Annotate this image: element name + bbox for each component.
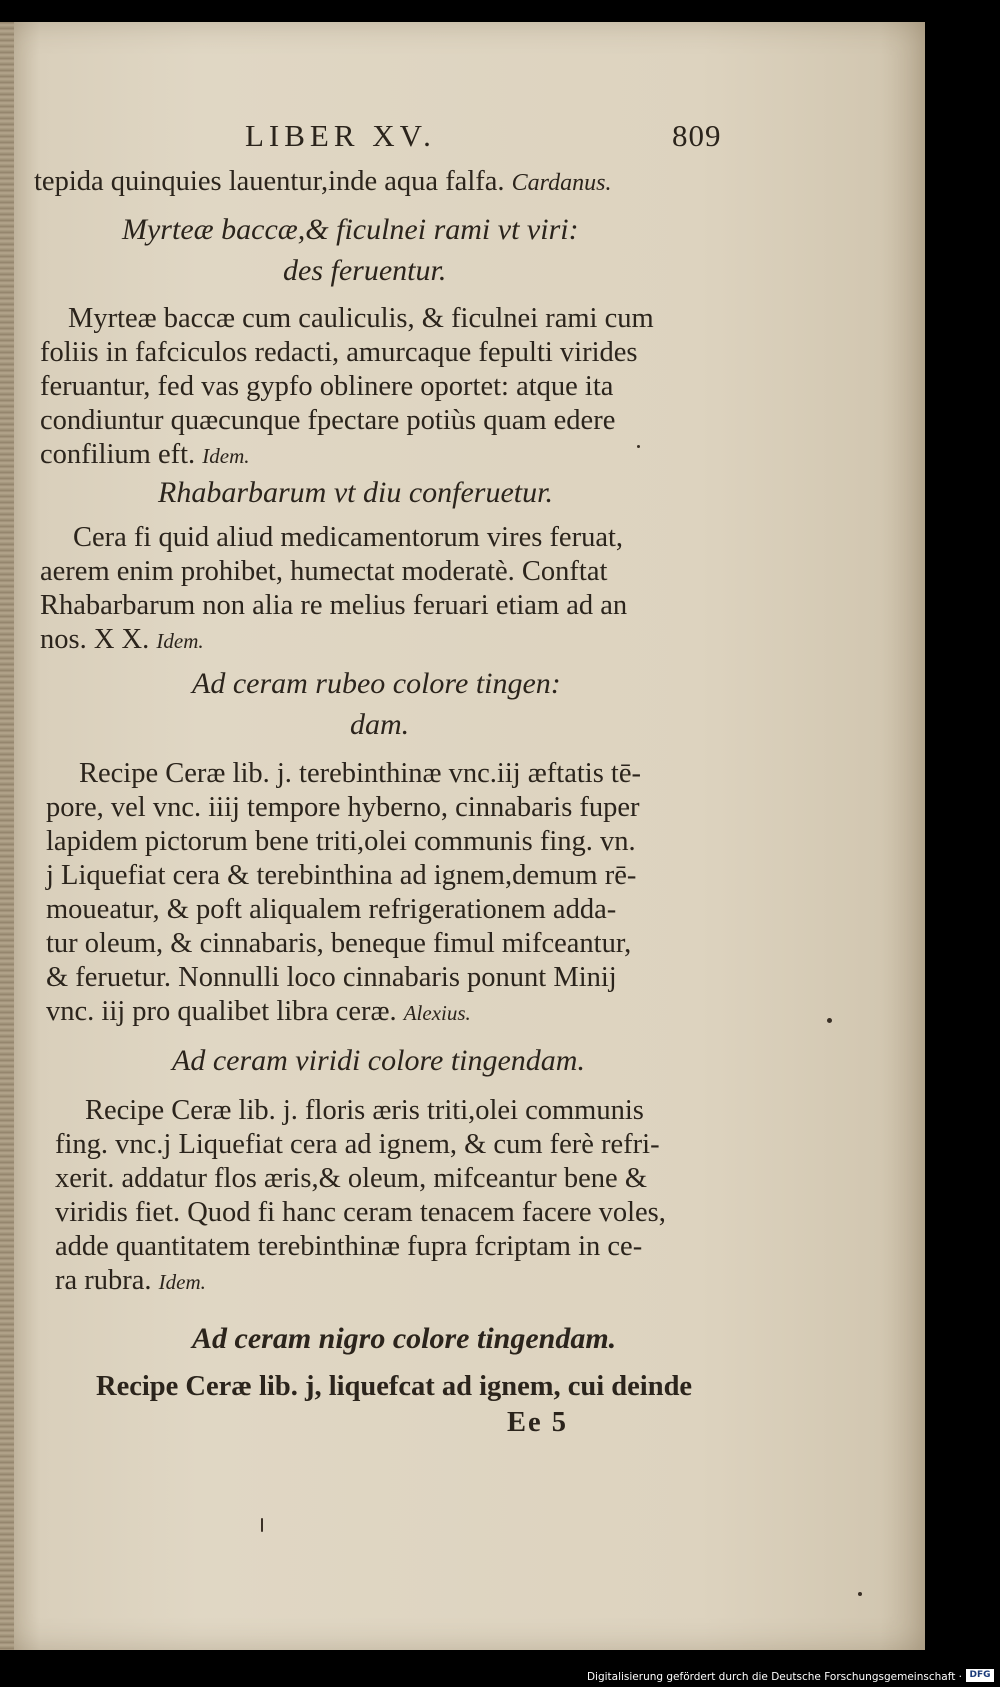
paper-speck <box>827 1018 832 1023</box>
signature-mark: Ee 5 <box>507 1407 569 1438</box>
section-heading: Ad ceram rubeo colore tingen: <box>192 667 561 700</box>
source-citation: Alexius. <box>403 1001 471 1025</box>
page-number: 809 <box>672 118 722 153</box>
section-heading: Myrteæ baccæ,& ficulnei rami vt viri: <box>122 213 579 246</box>
page-edge <box>0 22 14 1650</box>
paragraph: Recipe Ceræ lib. j, liquefcat ad ignem, cui deinde <box>96 1371 693 1402</box>
section-heading: Rhabarbarum vt diu conferuetur. <box>158 476 553 509</box>
paragraph: Myrteæ baccæ cum cauliculis, & ficulnei rami cum foliis in fafciculos redacti, amurcaque fepulti virides feruantur, fed vas gypfo oblinere oportet: atque ita condiuntur quæcunque fpectare potiùs quam edere confilium eft. Idem. <box>40 303 654 470</box>
paper-speck <box>858 1592 862 1596</box>
source-citation: Idem. <box>202 444 250 468</box>
section-heading-cont: dam. <box>350 708 410 741</box>
paper-speck <box>637 445 640 448</box>
paragraph: Cera fi quid aliud medicamentorum vires feruat, aerem enim prohibet, humectat moderatè. Conftat Rhabarbarum non alia re melius feruari etiam ad an nos. X X. Idem. <box>40 522 628 655</box>
running-head-title: LIBER XV. <box>245 118 436 153</box>
source-citation: Idem. <box>158 1270 206 1294</box>
paragraph: Recipe Ceræ lib. j. terebinthinæ vnc.iij æftatis tē- pore, vel vnc. iiij tempore hyberno, cinnabaris fuper lapidem pictorum bene triti,olei communis fing. vn. j Liquefiat cera & terebinthina ad ignem,demum rē- moueatur, & poft aliqualem refrigerationem adda- tur oleum, & cinnabaris, beneque fimul mifceantur, & feruetur. Nonnulli loco cinnabaris ponunt Minij vnc. iij pro qualibet libra ceræ. Alexius. <box>46 758 641 1027</box>
paragraph: Recipe Ceræ lib. j. floris æris triti,olei communis fing. vnc.j Liquefiat cera ad ignem, & cum ferè refri- xerit. addatur flos æris,& oleum, mifceantur bene & viridis fiet. Quod fi hanc ceram tenacem facere voles, adde quantitatem terebinthinæ fupra fcriptam in ce- ra rubra. Idem. <box>55 1095 666 1296</box>
paper-speck <box>261 1518 263 1532</box>
carry-over-line: tepida quinquies lauentur,inde aqua falfa. Cardanus. <box>34 166 612 197</box>
section-heading: Ad ceram viridi colore tingendam. <box>172 1044 585 1077</box>
section-heading: Ad ceram nigro colore tingendam. <box>192 1322 617 1355</box>
dfg-logo: DFG <box>966 1669 994 1682</box>
source-citation: Cardanus. <box>511 170 612 196</box>
section-heading-cont: des feruentur. <box>283 254 447 287</box>
source-citation: Idem. <box>156 629 204 653</box>
digitization-credit: Digitalisierung gefördert durch die Deutsche Forschungsgemeinschaft · <box>586 1671 962 1683</box>
